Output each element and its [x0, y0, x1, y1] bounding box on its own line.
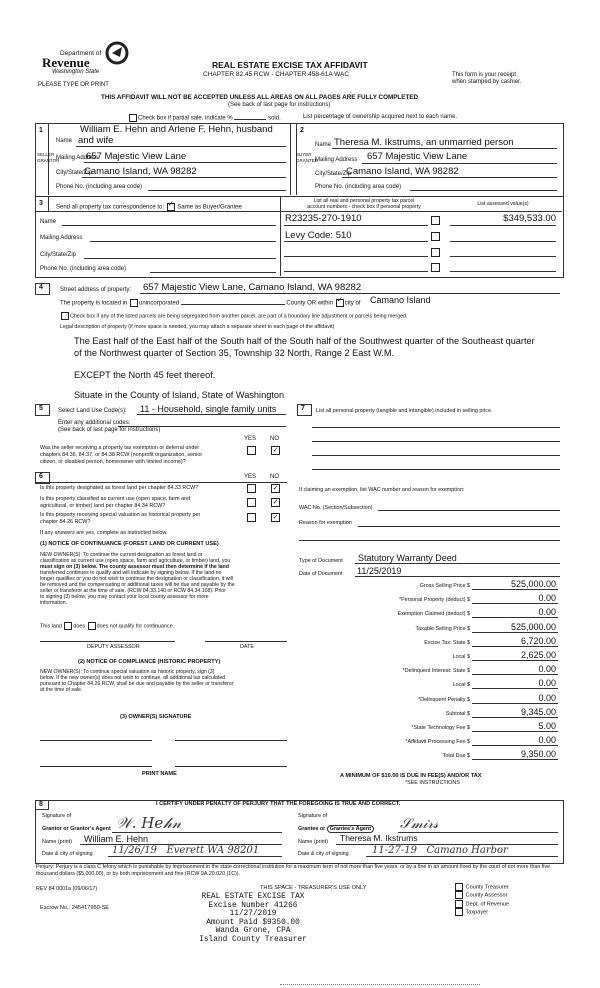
type-note: PLEASE TYPE OR PRINT	[38, 82, 109, 88]
see-instructions: *SEE INSTRUCTIONS	[405, 780, 460, 786]
rule	[355, 576, 560, 577]
tax-row-rule	[472, 703, 558, 704]
grantee-city[interactable]: Camano Island, WA 98282	[346, 166, 459, 177]
notice-compliance-body: NEW OWNER(S): To continue special valuation as historic property, sign (3) below. If the new owner(s) does not wish to continue, all additional tax calculated pursuant to Chapter 84.26 RCW, shall be due and payable by the seller or transferor at the time of sale.	[40, 669, 234, 693]
current-use-no-checkbox[interactable]: ✓	[272, 499, 279, 506]
stamp-line: Island County Treasurer	[199, 935, 307, 944]
sec6-yes: YES	[244, 474, 257, 480]
form-title: REAL ESTATE EXCISE TAX AFFIDAVIT	[212, 60, 368, 70]
segregated-checkbox[interactable]	[61, 312, 69, 320]
legal-label: Legal description of property (if more space is needed, you may attach a separate sheet to each page of the affidavit)	[60, 324, 335, 330]
grantor-date-city[interactable]: 11/26/19 Everett WA 98201	[112, 845, 260, 856]
sec3-name-label: Name	[40, 219, 57, 225]
grantor-city[interactable]: Camano Island, WA 98282	[84, 166, 197, 177]
receipt-note-2: when stamped by cashier.	[452, 79, 522, 85]
personal-property-label: List all personal property (tangible and intangible) included in selling price.	[316, 408, 493, 414]
divider	[48, 196, 49, 212]
seller-grantor-label: SELLER GRANTOR	[37, 152, 60, 163]
tax-row-rule	[472, 603, 558, 604]
tax-row-rule	[472, 759, 558, 760]
rule	[62, 225, 276, 226]
parcel-number[interactable]: R23235-270-1910	[285, 213, 362, 224]
copy-item	[454, 908, 509, 916]
perjury-warning: Perjury: Perjury is a class C felony which is punishable by imprisonment in the state correctional institution for a maximum term of not more than five years, or by a fine in an amount fixed by the court of not more than five thousand dollars ($5,000.00), or by both imprisonment and fine (RCW 9A.20.020 (1C)).	[36, 864, 551, 877]
grantor-mailing-label: Mailing Address	[56, 155, 99, 161]
grantor-city-label: City/State/Zip	[56, 170, 93, 176]
rule	[140, 293, 560, 294]
personal-property-checkbox[interactable]	[431, 263, 440, 272]
legal-line-1: The East half of the East half of the South half of the South half of the Southwest quarter of the Southeast quarter	[74, 336, 535, 346]
personal-property-checkbox[interactable]	[431, 216, 440, 225]
section-1-number: 1	[39, 127, 43, 134]
copy-checkbox[interactable]	[455, 908, 463, 916]
stamp-line: Excise Number 41266	[208, 901, 298, 910]
rule	[40, 766, 152, 767]
rule	[450, 241, 556, 242]
tax-row-label: *Personal Property (deduct) $	[398, 597, 470, 604]
rule	[175, 766, 287, 767]
rule	[112, 832, 282, 833]
grantee-city-label: City/State/Zip	[315, 171, 352, 177]
tax-row-label: Exemption Claimed (deduct) $	[397, 611, 470, 618]
divider	[290, 123, 291, 195]
rule	[35, 809, 48, 810]
grantee-name-label: Name	[315, 142, 332, 148]
unincorporated-checkbox[interactable]	[130, 299, 138, 307]
tax-row-rule	[472, 646, 558, 647]
if-yes-note: If any answers are yes, complete as instructed below.	[40, 530, 168, 536]
grantor-name-line1[interactable]: William E. Hehn and Arlene F. Hehn, husband	[80, 124, 273, 135]
sec3-mailing-label: Mailing Address	[40, 235, 83, 241]
historic-yes-checkbox[interactable]	[247, 513, 256, 522]
legal-line-4: Situate in the County of Island, State of Washington	[74, 390, 285, 400]
doc-type[interactable]: Statutory Warranty Deed	[358, 553, 457, 563]
tax-row-value[interactable]: 9,345.00	[520, 706, 556, 717]
rule	[82, 177, 286, 178]
tax-row-value[interactable]: 0.00	[538, 593, 556, 604]
sec6-q1: Is this property designated as forest land per chapter 84.33 RCW?	[40, 485, 199, 491]
rule	[148, 190, 286, 191]
print-name-label: PRINT NAME	[142, 771, 177, 777]
rule	[312, 427, 560, 428]
personal-property-checkbox[interactable]	[431, 248, 440, 257]
form-revision: REV 84 0001a (09/06/17)	[36, 886, 98, 892]
parcel-header: List all real and personal property tax parcel account numbers - check box if personal property	[307, 198, 421, 210]
grantor-name-label: Name	[56, 138, 73, 144]
grantor-signature-label: Signature of	[42, 813, 72, 819]
sec5-see-back: (See back of last page for instructions)	[58, 427, 161, 433]
grantee-name[interactable]: Theresa M. Ikstrums, an unmarried person	[334, 137, 514, 148]
copy-item	[454, 891, 509, 899]
rule	[84, 258, 276, 259]
rule	[150, 272, 276, 273]
logo-swirl-icon	[104, 41, 130, 65]
rule	[108, 856, 282, 857]
grantor-agent-label: Grantor or Grantor's Agent	[42, 826, 111, 832]
land-use-label: Select Land Use Code(s):	[58, 408, 127, 414]
sec6-q2: Is this property classified as current use (open space, farm and agricultural, or timber) land per chapter 84.34 RCW?	[40, 496, 191, 509]
located-row: The property is located in unincorporated County OR within ✓ city of	[60, 297, 361, 307]
ownership-note: List percentage of ownership acquired next to each name.	[303, 114, 458, 120]
rule	[410, 190, 557, 191]
grantee-agent-label: Grantee or Grantee's Agent	[298, 826, 374, 833]
sec5-yes: YES	[244, 436, 257, 442]
doc-date-label: Date of Document	[299, 571, 343, 577]
grantee-phone-label: Phone No. (including area code)	[315, 184, 402, 190]
dor-logo	[42, 42, 132, 82]
tax-row-label: Subtotal $	[445, 710, 470, 717]
rule	[312, 455, 560, 456]
rule	[378, 510, 560, 511]
doc-type-label: Type of Document	[299, 558, 343, 564]
rule	[362, 163, 557, 164]
tax-row-rule	[472, 717, 558, 718]
section-7-number: 7	[301, 405, 305, 412]
notice-continuance-body: NEW OWNER(S): To continue the current designation as forest land or classification as current use (open space, farm and agriculture, or timber) land, you must sign on (3) below. The county assessor must then determine if the land transferred continues to qualify and will indicate by signing below. If the land no longer qualifies or you do not wish to continue the designation or classification, it will be removed and the compensating or additional taxes will be due and payable by the seller or transferor at the time of sale. (RCW 84.33.140 or RCW 84.34.108). Prior to signing (3) below, you may contact your local county assessor for more information.	[40, 552, 235, 606]
same-as-buyer-checkbox[interactable]: ✓	[167, 203, 175, 211]
grantor-date-city-label: Date & city of signing	[42, 851, 93, 857]
partial-sale-checkbox[interactable]	[129, 114, 137, 122]
divider	[280, 196, 281, 276]
tax-row-rule	[472, 617, 558, 618]
grantee-date-city-label: Date & city of signing	[298, 851, 349, 857]
tax-row-label: *State Technology Fee $	[411, 725, 470, 731]
rule	[366, 856, 558, 857]
tax-row-label: *Affidavit Processing Fee $	[405, 739, 470, 746]
grantee-mailing[interactable]: 657 Majestic View Lane	[367, 151, 468, 162]
grantee-signature[interactable]: 𝒮𝓂𝒾𝓇𝓈	[400, 816, 439, 832]
rule	[175, 740, 287, 741]
grantee-date-city[interactable]: 11-27-19 Camano Harbor	[372, 845, 508, 856]
street-address[interactable]: 657 Majestic View Lane, Camano Island, WA 98282	[143, 282, 362, 293]
copy-item	[454, 883, 509, 891]
tax-row-value[interactable]: 6,720.00	[520, 635, 556, 646]
assessed-value[interactable]: $349,533.00	[503, 213, 556, 224]
rule	[342, 177, 557, 178]
section-3-number: 3	[39, 200, 43, 207]
rule	[284, 256, 428, 257]
tax-row-label: *Delinquent Penalty $	[418, 696, 470, 703]
rule	[280, 211, 562, 212]
grantor-name-print-label: Name (print)	[42, 839, 72, 845]
legal-line-3: EXCEPT the North 45 feet thereof.	[74, 370, 216, 380]
historic-no-checkbox[interactable]: ✓	[272, 514, 279, 521]
tax-row-label: Total Due $	[442, 753, 470, 760]
rule	[284, 225, 428, 226]
warning-banner: THIS AFFIDAVIT WILL NOT BE ACCEPTED UNLESS ALL AREAS ON ALL PAGES ARE FULLY COMPLETED	[101, 94, 419, 101]
section-8-number: 8	[39, 801, 43, 808]
certify-statement: I CERTIFY UNDER PENALTY OF PERJURY THAT THE FOREGOING IS TRUE AND CORRECT.	[156, 801, 401, 807]
stamp-line: REAL ESTATE EXCISE TAX	[201, 893, 305, 901]
rule	[312, 469, 560, 470]
grantee-mailing-label: Mailing Address	[315, 157, 358, 163]
divider	[48, 800, 49, 810]
receipt-note: This form is your receipt	[452, 72, 517, 78]
section-2-number: 2	[300, 127, 304, 134]
tax-row-rule	[472, 688, 558, 689]
qualify-does-checkbox[interactable]	[64, 622, 72, 630]
tax-row-value[interactable]: 0.00	[538, 692, 556, 703]
copy-item	[454, 900, 509, 908]
stamp-line: Wanda Grone, CPA	[215, 927, 291, 936]
segregated-row: Check box if any of the listed parcels are being segregated from another parcel, are part of a boundary line adjustment or parcels being merged.	[60, 312, 407, 320]
rule	[398, 832, 558, 833]
partial-sale-row: Check box if partial sale, indicate % sold.	[128, 114, 281, 123]
rule	[205, 641, 287, 642]
revenue-wordmark: Revenue	[42, 55, 90, 70]
buyer-grantee-label: BUYER GRANTEE	[296, 152, 318, 163]
tax-row-value[interactable]: 525,000.00	[510, 621, 556, 632]
tax-row-value[interactable]: 0.00	[538, 735, 556, 746]
rule	[358, 526, 560, 527]
form-subtitle: CHAPTER 82.45 RCW - CHAPTER 458-61A WAC	[203, 71, 350, 78]
grantee-signature-label: Signature of	[298, 813, 328, 819]
tax-row-value[interactable]: 0.00	[538, 607, 556, 618]
assessor-date-label: DATE	[240, 644, 254, 650]
tax-row-value[interactable]: 9,350.00	[520, 749, 556, 760]
sec5-yes-checkbox[interactable]	[247, 446, 256, 455]
reason-label: Reason for exemption	[299, 520, 352, 526]
tax-row-label: Gross Selling Price $	[419, 583, 470, 589]
tax-row-value[interactable]: 5.00	[538, 721, 556, 731]
tax-row-label: Local $	[452, 654, 470, 660]
sec5-question: Was the seller receiving a property tax exemption or deferral under chapters 84.36, 84.37, or 84.38 RCW (nonprofit organization, senior citizen, or disabled person, homeowner with limited income)?	[40, 445, 203, 465]
section-4-number: 4	[39, 284, 43, 291]
assessed-header: List assessed value(s)	[477, 201, 529, 207]
rule	[450, 256, 556, 257]
wac-label: WAC No. (Section/Subsection)	[299, 505, 373, 511]
tax-row-value[interactable]: 525,000.00	[510, 579, 556, 589]
personal-property-checkbox[interactable]	[431, 232, 440, 241]
copy-label: Taxpayer	[464, 909, 489, 916]
sec6-q3: Is this property receiving special valuation as historical property per chapter 84.26 RCW?	[40, 512, 201, 525]
tax-row-rule	[472, 632, 558, 633]
city-checkbox[interactable]: ✓	[336, 299, 344, 307]
rule	[90, 241, 276, 242]
current-use-yes-checkbox[interactable]	[247, 498, 256, 507]
additional-codes-label: Enter any additional codes:	[58, 420, 131, 426]
tax-row-label: Local $	[452, 682, 470, 689]
city-value[interactable]: Camano Island	[370, 295, 431, 305]
tax-row-value[interactable]: 0.00	[538, 664, 556, 675]
sec3-phone-label: Phone No. (including area code)	[40, 266, 127, 272]
rule	[284, 271, 428, 272]
rule	[40, 740, 152, 741]
stamp-line: Amount Paid $9350.00	[206, 918, 300, 927]
rule	[355, 563, 560, 564]
rule	[332, 148, 557, 149]
sec6-no: NO	[270, 474, 279, 480]
stamp-line: 11/27/2019	[229, 910, 277, 919]
levy-code[interactable]: Levy Code: 510	[285, 230, 352, 241]
tax-row-value[interactable]: 2,625.00	[520, 650, 556, 660]
rule	[299, 540, 560, 541]
street-label: Street address of property:	[60, 287, 132, 293]
land-use-code[interactable]: 11 - Household, single family units	[140, 404, 277, 414]
dept-label: Department of	[60, 50, 102, 57]
sec3-city-label: City/State/Zip	[40, 252, 77, 258]
sec5-no-checkbox[interactable]: ✓	[272, 447, 279, 454]
notice-compliance-title: (2) NOTICE OF COMPLIANCE (HISTORIC PROPERTY)	[78, 659, 221, 665]
rule	[40, 641, 175, 642]
rule	[137, 414, 286, 415]
copy-checkbox[interactable]	[455, 891, 463, 899]
treasurer-use-label: THIS SPACE - TREASURER'S USE ONLY	[260, 885, 367, 891]
copy-checkbox[interactable]	[455, 883, 463, 891]
grantor-name-line2[interactable]: and wife	[78, 135, 114, 146]
copy-checkbox[interactable]	[455, 900, 463, 908]
copy-label: County Treasurer	[464, 884, 509, 891]
grantor-mailing[interactable]: 657 Majestic View Lane	[86, 151, 187, 162]
washington-state-label: Washington State	[52, 69, 100, 75]
qualify-row: This land does does not qualify for continuance.	[40, 623, 175, 630]
rule	[312, 441, 560, 442]
tax-row-label: Excise Tax: State $	[424, 639, 470, 646]
sec5-no: NO	[270, 436, 279, 442]
copy-label: County Assessor	[464, 892, 508, 899]
forest-no-checkbox[interactable]: ✓	[272, 485, 279, 492]
tax-row-rule	[472, 674, 558, 675]
grantee-name-print-label: Name (print)	[298, 839, 328, 845]
tax-row-rule	[472, 660, 558, 661]
tax-row-rule	[472, 745, 558, 746]
tax-row-label: Taxable Selling Price $	[415, 625, 470, 632]
escrow-number: Escrow No.: 245417950-SE	[40, 905, 110, 911]
qualify-does-not-checkbox[interactable]	[88, 622, 96, 630]
send-correspondence: Send all property tax correspondence to: ✓ Same as Buyer/Grantee	[56, 201, 242, 211]
scan-edge	[280, 984, 480, 985]
minimum-due-note: A MINIMUM OF $10.00 IS DUE IN FEE(S) AND/OR TAX	[340, 773, 482, 779]
legal-line-2: of the Northwest quarter of Section 35, Township 32 North, Range 2 East W.M.	[74, 348, 395, 358]
notice-continuance-title: (1) NOTICE OF CONTINUANCE (FOREST LAND OR CURRENT USE)	[40, 541, 219, 547]
tax-row-rule	[472, 589, 558, 590]
rule	[76, 146, 286, 147]
tax-row-value[interactable]: 0.00	[538, 678, 556, 689]
copy-distribution	[454, 883, 509, 917]
deputy-assessor-label: DEPUTY ASSESSOR	[87, 644, 140, 650]
rule	[450, 271, 556, 272]
see-back-note: (See back of last page for instructions)	[228, 102, 331, 108]
exemption-label: If claiming an exemption, list WAC number and reason for exemption:	[299, 487, 465, 493]
rule	[284, 241, 428, 242]
copy-label: Dept. of Revenue	[464, 901, 510, 908]
treasurer-stamp	[178, 893, 328, 945]
rule	[84, 162, 286, 163]
section-6-number: 6	[39, 473, 43, 480]
section-5-number: 5	[39, 405, 43, 412]
rule	[35, 482, 287, 483]
tax-row-rule	[472, 731, 558, 732]
grantee-print-name[interactable]: Theresa M. Ikstrums	[340, 833, 418, 843]
grantor-phone-label: Phone No. (including area code)	[56, 184, 143, 190]
owner-signature-label: (3) OWNER(S) SIGNATURE	[120, 714, 192, 720]
rule	[450, 225, 556, 226]
grantor-signature[interactable]: 𝒲. 𝐻𝑒𝒽𝓃	[116, 814, 182, 832]
forest-yes-checkbox[interactable]	[247, 484, 256, 493]
doc-date[interactable]: 11/25/2019	[357, 566, 402, 576]
grantor-print-name[interactable]: William E. Hehn	[84, 834, 149, 844]
tax-row-label: *Delinquent Interest: State $	[402, 668, 470, 675]
